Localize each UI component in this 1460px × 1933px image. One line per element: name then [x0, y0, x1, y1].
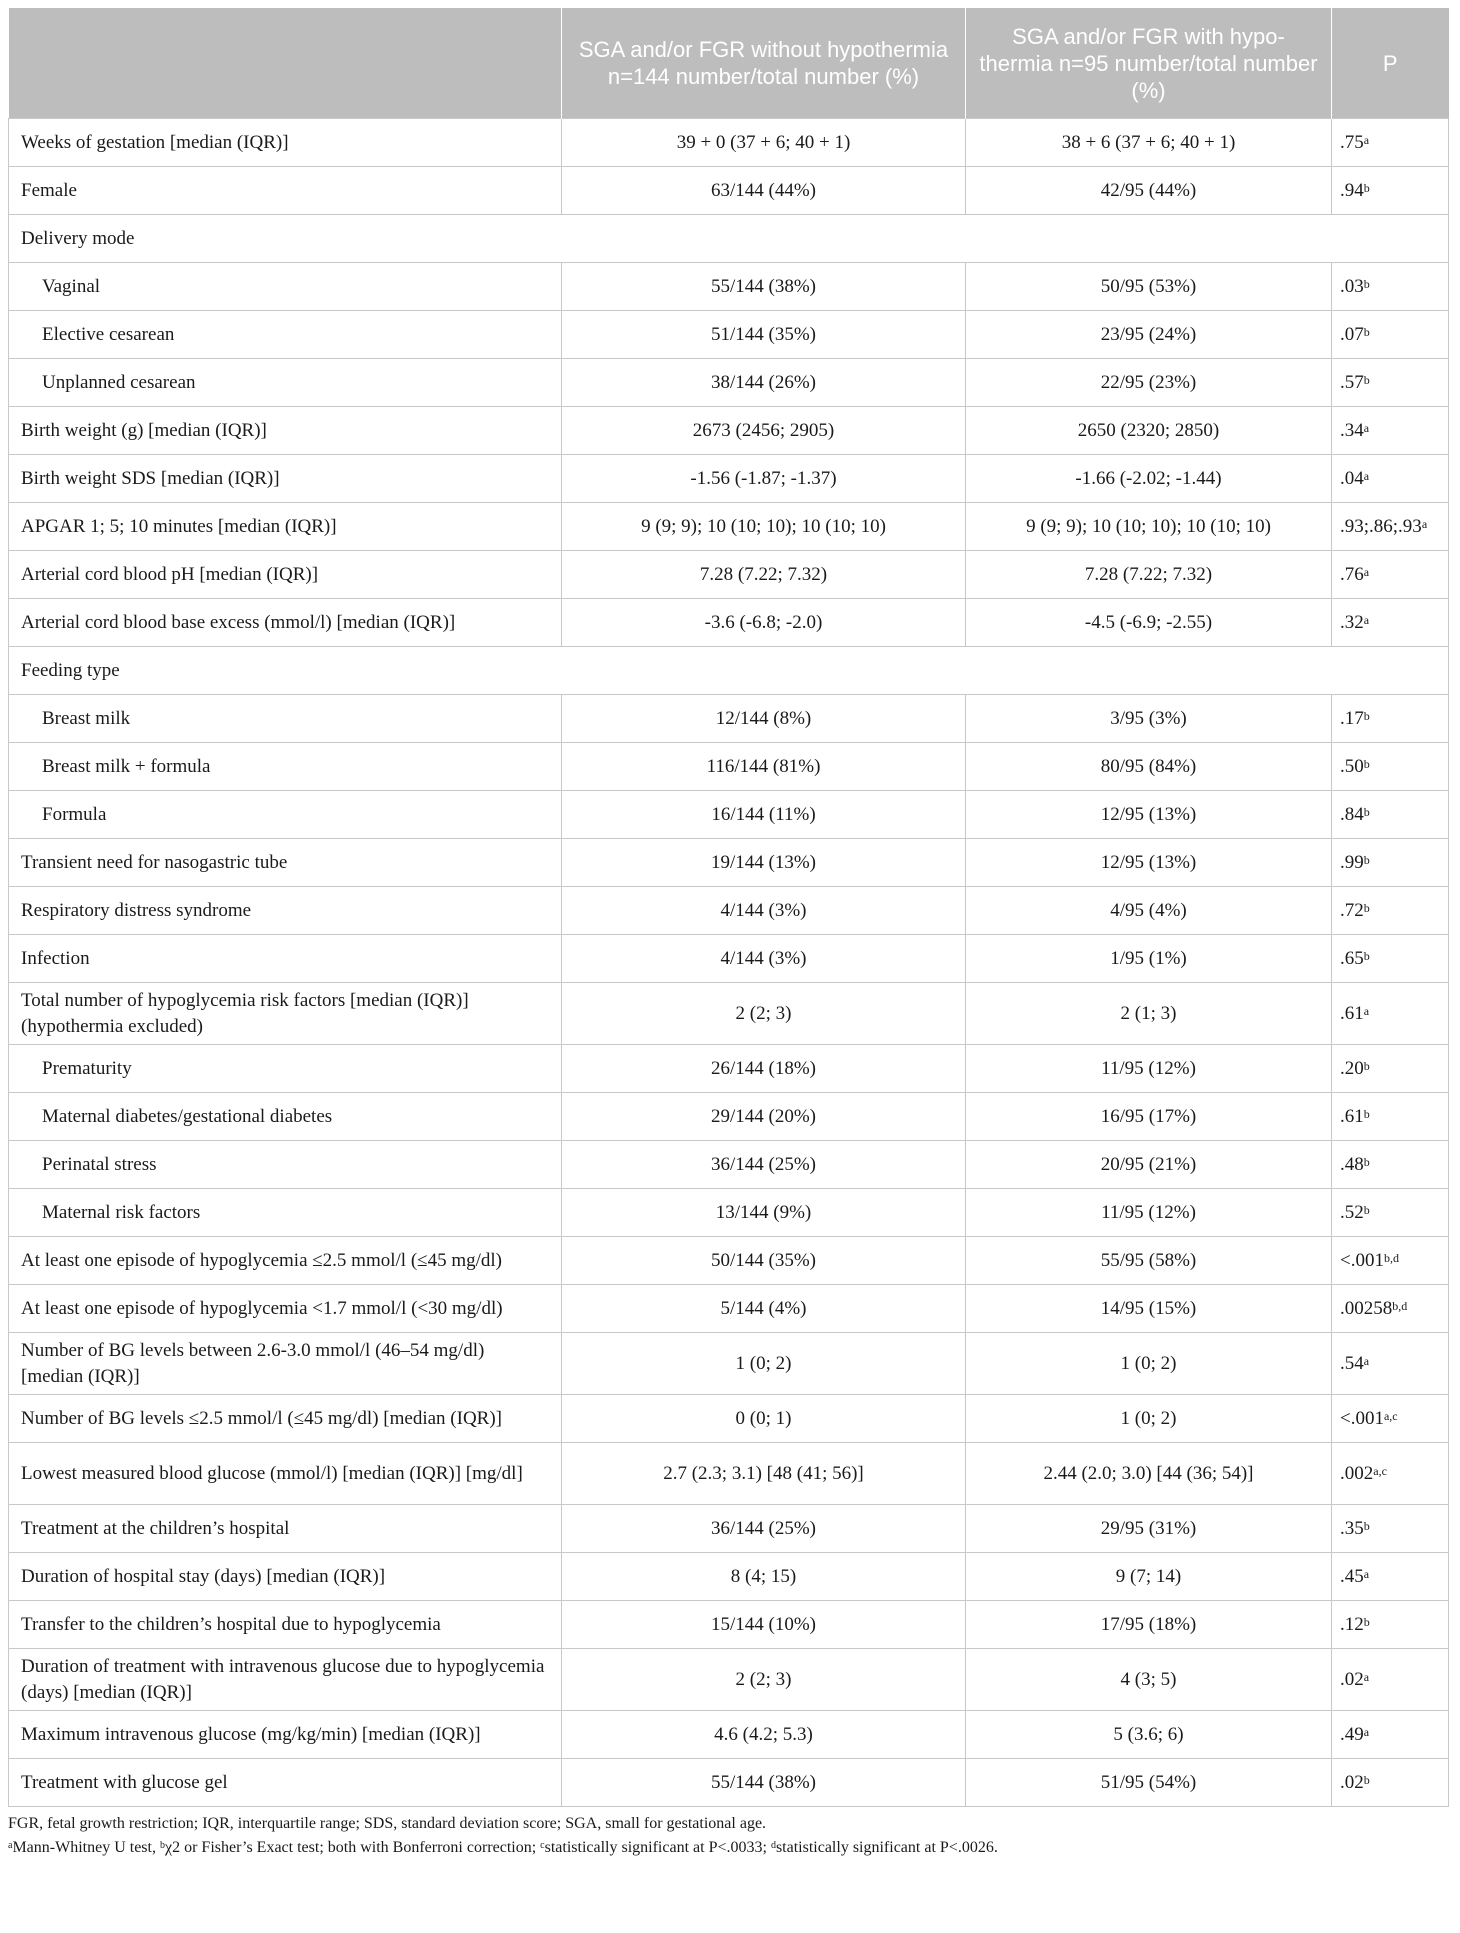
table-row: [9, 1649, 1449, 1711]
table-row: [9, 1285, 1449, 1333]
p-value-footnote-marker: a: [1363, 468, 1370, 483]
table-row: [9, 1443, 1449, 1505]
p-value-footnote-marker: b: [1363, 708, 1370, 723]
cell-with-hypothermia: 4 (3; 5): [966, 1649, 1332, 1711]
table-body: [9, 119, 1449, 1807]
cell-without-hypothermia: 9 (9; 9); 10 (10; 10); 10 (10; 10): [562, 503, 966, 551]
table-row: [9, 1141, 1449, 1189]
cell-without-hypothermia: 39 + 0 (37 + 6; 40 + 1): [562, 119, 966, 167]
p-value-text: .00258: [1340, 1297, 1393, 1319]
footnote-text: statistically significant at P<.0026.: [775, 1839, 998, 1856]
cell-with-hypothermia: 11/95 (12%): [966, 1045, 1332, 1093]
cell-with-hypothermia: 20/95 (21%): [966, 1141, 1332, 1189]
p-value-footnote-marker: a: [1363, 612, 1370, 627]
row-label: Arterial cord blood pH [median (IQR)]: [9, 551, 562, 599]
cell-p-value: [1332, 743, 1449, 791]
p-value-text: .49: [1340, 1723, 1364, 1745]
cell-with-hypothermia: 1 (0; 2): [966, 1395, 1332, 1443]
header-without-hypothermia: SGA and/or FGR without hypothermia n=144 number/total number (%): [562, 8, 966, 119]
p-value-footnote-marker: b,d: [1392, 1298, 1408, 1313]
cell-without-hypothermia: 2 (2; 3): [562, 983, 966, 1045]
cell-without-hypothermia: 12/144 (8%): [562, 695, 966, 743]
table-row: [9, 791, 1449, 839]
section-heading: Delivery mode: [9, 215, 1449, 263]
cell-p-value: [1332, 1553, 1449, 1601]
cell-with-hypothermia: 22/95 (23%): [966, 359, 1332, 407]
row-label: Transfer to the children’s hospital due to hypoglycemia: [9, 1601, 562, 1649]
cell-p-value: [1332, 1443, 1449, 1505]
row-label: Vaginal: [9, 263, 562, 311]
cell-p-value: [1332, 1505, 1449, 1553]
p-value-footnote-marker: b: [1363, 372, 1370, 387]
table-row: [9, 455, 1449, 503]
table-row: [9, 1759, 1449, 1807]
table-row: [9, 743, 1449, 791]
cell-p-value: [1332, 551, 1449, 599]
cell-without-hypothermia: 8 (4; 15): [562, 1553, 966, 1601]
cell-without-hypothermia: 4.6 (4.2; 5.3): [562, 1711, 966, 1759]
p-value-text: .02: [1340, 1668, 1364, 1690]
row-label: At least one episode of hypoglycemia ≤2.5 mmol/l (≤45 mg/dl): [9, 1237, 562, 1285]
cell-without-hypothermia: 116/144 (81%): [562, 743, 966, 791]
cell-without-hypothermia: 36/144 (25%): [562, 1505, 966, 1553]
table-row: [9, 599, 1449, 647]
cell-with-hypothermia: 12/95 (13%): [966, 839, 1332, 887]
results-table-container: [8, 8, 1448, 1860]
row-label: Maternal diabetes/gestational diabetes: [9, 1093, 562, 1141]
cell-with-hypothermia: -4.5 (-6.9; -2.55): [966, 599, 1332, 647]
row-label: Lowest measured blood glucose (mmol/l) [median (IQR)] [mg/dl]: [9, 1443, 562, 1505]
table-row: [9, 215, 1449, 263]
footnote-text: Mann-Whitney U test,: [12, 1839, 160, 1856]
p-value-footnote-marker: b: [1363, 324, 1370, 339]
cell-p-value: [1332, 599, 1449, 647]
cell-with-hypothermia: 38 + 6 (37 + 6; 40 + 1): [966, 119, 1332, 167]
row-label: Duration of treatment with intravenous glucose due to hypoglycemia (days) [median (IQR)]: [9, 1649, 562, 1711]
p-value-text: .45: [1340, 1565, 1364, 1587]
cell-p-value: [1332, 1649, 1449, 1711]
cell-with-hypothermia: 5 (3.6; 6): [966, 1711, 1332, 1759]
p-value-text: .75: [1340, 131, 1364, 153]
p-value-text: .48: [1340, 1153, 1364, 1175]
cell-p-value: [1332, 1333, 1449, 1395]
footnote-marker: c: [540, 1840, 545, 1851]
p-value-footnote-marker: b: [1363, 1202, 1370, 1217]
header-label-col: [9, 8, 562, 119]
row-label: Birth weight (g) [median (IQR)]: [9, 407, 562, 455]
cell-with-hypothermia: 9 (9; 9); 10 (10; 10); 10 (10; 10): [966, 503, 1332, 551]
cell-without-hypothermia: 55/144 (38%): [562, 1759, 966, 1807]
cell-without-hypothermia: 38/144 (26%): [562, 359, 966, 407]
cell-p-value: [1332, 1395, 1449, 1443]
cell-without-hypothermia: -1.56 (-1.87; -1.37): [562, 455, 966, 503]
p-value-text: .35: [1340, 1517, 1364, 1539]
p-value-text: .54: [1340, 1352, 1364, 1374]
cell-without-hypothermia: 5/144 (4%): [562, 1285, 966, 1333]
p-value-footnote-marker: b: [1363, 948, 1370, 963]
p-value-footnote-marker: a: [1363, 564, 1370, 579]
row-label: Maternal risk factors: [9, 1189, 562, 1237]
p-value-footnote-marker: b: [1363, 1154, 1370, 1169]
table-row: [9, 119, 1449, 167]
p-value-text: .57: [1340, 371, 1364, 393]
row-label: Total number of hypoglycemia risk factors [median (IQR)] (hypothermia excluded): [9, 983, 562, 1045]
row-label: Number of BG levels ≤2.5 mmol/l (≤45 mg/dl) [median (IQR)]: [9, 1395, 562, 1443]
p-value-footnote-marker: b: [1363, 1772, 1370, 1787]
p-value-footnote-marker: a: [1363, 1003, 1370, 1018]
p-value-footnote-marker: b: [1363, 276, 1370, 291]
cell-p-value: [1332, 1711, 1449, 1759]
cell-with-hypothermia: 11/95 (12%): [966, 1189, 1332, 1237]
table-row: [9, 359, 1449, 407]
p-value-text: <.001: [1340, 1407, 1384, 1429]
cell-without-hypothermia: 2.7 (2.3; 3.1) [48 (41; 56)]: [562, 1443, 966, 1505]
cell-without-hypothermia: 4/144 (3%): [562, 935, 966, 983]
p-value-text: .32: [1340, 611, 1364, 633]
row-label: Maximum intravenous glucose (mg/kg/min) [median (IQR)]: [9, 1711, 562, 1759]
p-value-footnote-marker: a,c: [1383, 1408, 1398, 1423]
row-label: Formula: [9, 791, 562, 839]
cell-p-value: [1332, 935, 1449, 983]
cell-p-value: [1332, 1601, 1449, 1649]
p-value-footnote-marker: a: [1363, 1724, 1370, 1739]
row-label: Birth weight SDS [median (IQR)]: [9, 455, 562, 503]
table-row: [9, 1189, 1449, 1237]
p-value-footnote-marker: b: [1363, 1106, 1370, 1121]
table-header: [9, 8, 1449, 119]
p-value-text: .04: [1340, 467, 1364, 489]
row-label: APGAR 1; 5; 10 minutes [median (IQR)]: [9, 503, 562, 551]
p-value-text: .20: [1340, 1057, 1364, 1079]
cell-without-hypothermia: 63/144 (44%): [562, 167, 966, 215]
cell-p-value: [1332, 791, 1449, 839]
cell-with-hypothermia: 42/95 (44%): [966, 167, 1332, 215]
cell-p-value: [1332, 1759, 1449, 1807]
p-value-text: .50: [1340, 755, 1364, 777]
p-value-text: .76: [1340, 563, 1364, 585]
cell-with-hypothermia: 17/95 (18%): [966, 1601, 1332, 1649]
cell-without-hypothermia: 16/144 (11%): [562, 791, 966, 839]
p-value-footnote-marker: a: [1363, 1669, 1370, 1684]
table-row: [9, 1093, 1449, 1141]
row-label: Weeks of gestation [median (IQR)]: [9, 119, 562, 167]
cell-with-hypothermia: 80/95 (84%): [966, 743, 1332, 791]
cell-with-hypothermia: 23/95 (24%): [966, 311, 1332, 359]
cell-with-hypothermia: -1.66 (-2.02; -1.44): [966, 455, 1332, 503]
cell-with-hypothermia: 2650 (2320; 2850): [966, 407, 1332, 455]
p-value-footnote-marker: a: [1363, 1566, 1370, 1581]
row-label: Infection: [9, 935, 562, 983]
row-label: Unplanned cesarean: [9, 359, 562, 407]
cell-without-hypothermia: 19/144 (13%): [562, 839, 966, 887]
p-value-text: .94: [1340, 179, 1364, 201]
row-label: Number of BG levels between 2.6-3.0 mmol/l (46–54 mg/dl) [median (IQR)]: [9, 1333, 562, 1395]
p-value-footnote-marker: a: [1363, 420, 1370, 435]
table-row: [9, 1237, 1449, 1285]
row-label: Treatment at the children’s hospital: [9, 1505, 562, 1553]
table-row: [9, 839, 1449, 887]
row-label: Duration of hospital stay (days) [median (IQR)]: [9, 1553, 562, 1601]
cell-without-hypothermia: 55/144 (38%): [562, 263, 966, 311]
cell-p-value: [1332, 1045, 1449, 1093]
header-p-value: P: [1332, 8, 1449, 119]
p-value-footnote-marker: b: [1363, 1614, 1370, 1629]
p-value-footnote-marker: b,d: [1383, 1250, 1399, 1265]
row-label: Breast milk: [9, 695, 562, 743]
p-value-footnote-marker: a: [1421, 516, 1428, 531]
footnote-abbreviations: FGR, fetal growth restriction; IQR, interquartile range; SDS, standard deviation score; SGA, small for gestational age.: [8, 1815, 767, 1832]
row-label: Elective cesarean: [9, 311, 562, 359]
p-value-footnote-marker: b: [1363, 1518, 1370, 1533]
cell-p-value: [1332, 359, 1449, 407]
cell-without-hypothermia: 50/144 (35%): [562, 1237, 966, 1285]
p-value-footnote-marker: b: [1363, 900, 1370, 915]
cell-with-hypothermia: 51/95 (54%): [966, 1759, 1332, 1807]
p-value-text: <.001: [1340, 1249, 1384, 1271]
cell-with-hypothermia: 16/95 (17%): [966, 1093, 1332, 1141]
cell-with-hypothermia: 2.44 (2.0; 3.0) [44 (36; 54)]: [966, 1443, 1332, 1505]
p-value-footnote-marker: b: [1363, 804, 1370, 819]
p-value-text: .72: [1340, 899, 1364, 921]
cell-without-hypothermia: 36/144 (25%): [562, 1141, 966, 1189]
row-label: Arterial cord blood base excess (mmol/l) [median (IQR)]: [9, 599, 562, 647]
footnote-marker: b: [159, 1840, 165, 1851]
table-row: [9, 1601, 1449, 1649]
cell-with-hypothermia: 4/95 (4%): [966, 887, 1332, 935]
p-value-text: .65: [1340, 947, 1364, 969]
cell-p-value: [1332, 503, 1449, 551]
cell-with-hypothermia: 55/95 (58%): [966, 1237, 1332, 1285]
cell-p-value: [1332, 887, 1449, 935]
footnote-text: χ2 or Fisher’s Exact test; both with Bonferroni correction;: [164, 1839, 541, 1856]
cell-with-hypothermia: 14/95 (15%): [966, 1285, 1332, 1333]
cell-with-hypothermia: 7.28 (7.22; 7.32): [966, 551, 1332, 599]
cell-without-hypothermia: 15/144 (10%): [562, 1601, 966, 1649]
table-row: [9, 311, 1449, 359]
p-value-text: .61: [1340, 1105, 1364, 1127]
table-row: [9, 167, 1449, 215]
cell-p-value: [1332, 1237, 1449, 1285]
cell-without-hypothermia: 2 (2; 3): [562, 1649, 966, 1711]
p-value-text: .03: [1340, 275, 1364, 297]
row-label: Female: [9, 167, 562, 215]
cell-p-value: [1332, 983, 1449, 1045]
cell-without-hypothermia: 26/144 (18%): [562, 1045, 966, 1093]
cell-without-hypothermia: 1 (0; 2): [562, 1333, 966, 1395]
cell-without-hypothermia: 13/144 (9%): [562, 1189, 966, 1237]
cell-without-hypothermia: 29/144 (20%): [562, 1093, 966, 1141]
cell-p-value: [1332, 407, 1449, 455]
footnote-marker: d: [770, 1840, 776, 1851]
cell-p-value: [1332, 695, 1449, 743]
row-label: Perinatal stress: [9, 1141, 562, 1189]
table-footnotes: [8, 1812, 1448, 1860]
cell-without-hypothermia: 7.28 (7.22; 7.32): [562, 551, 966, 599]
p-value-text: .12: [1340, 1613, 1364, 1635]
row-label: At least one episode of hypoglycemia <1.7 mmol/l (<30 mg/dl): [9, 1285, 562, 1333]
cell-without-hypothermia: 2673 (2456; 2905): [562, 407, 966, 455]
section-heading: Feeding type: [9, 647, 1449, 695]
p-value-text: .07: [1340, 323, 1364, 345]
table-row: [9, 647, 1449, 695]
table-row: [9, 1395, 1449, 1443]
footnote-text: statistically significant at P<.0033;: [544, 1839, 771, 1856]
cell-p-value: [1332, 263, 1449, 311]
cell-without-hypothermia: 4/144 (3%): [562, 887, 966, 935]
cell-p-value: [1332, 455, 1449, 503]
row-label: Treatment with glucose gel: [9, 1759, 562, 1807]
cell-with-hypothermia: 1/95 (1%): [966, 935, 1332, 983]
cell-p-value: [1332, 311, 1449, 359]
p-value-footnote-marker: b: [1363, 852, 1370, 867]
table-row: [9, 1553, 1449, 1601]
cell-with-hypothermia: 2 (1; 3): [966, 983, 1332, 1045]
table-row: [9, 695, 1449, 743]
cell-p-value: [1332, 167, 1449, 215]
row-label: Prematurity: [9, 1045, 562, 1093]
cell-p-value: [1332, 1285, 1449, 1333]
cell-without-hypothermia: -3.6 (-6.8; -2.0): [562, 599, 966, 647]
footnote-marker: a: [8, 1840, 13, 1851]
row-label: Transient need for nasogastric tube: [9, 839, 562, 887]
cell-p-value: [1332, 839, 1449, 887]
cell-p-value: [1332, 1093, 1449, 1141]
p-value-text: .93;.86;.93: [1340, 515, 1422, 537]
table-row: [9, 551, 1449, 599]
p-value-text: .61: [1340, 1002, 1364, 1024]
table-row: [9, 407, 1449, 455]
header-with-hypothermia: SGA and/or FGR with hypo- thermia n=95 number/total number (%): [966, 8, 1332, 119]
table-row: [9, 1711, 1449, 1759]
p-value-text: .002: [1340, 1462, 1374, 1484]
cell-p-value: [1332, 119, 1449, 167]
p-value-text: .52: [1340, 1201, 1364, 1223]
table-row: [9, 887, 1449, 935]
footnote-tests: [8, 1836, 1448, 1860]
row-label: Breast milk + formula: [9, 743, 562, 791]
results-table: [8, 8, 1449, 1807]
table-row: [9, 263, 1449, 311]
cell-with-hypothermia: 1 (0; 2): [966, 1333, 1332, 1395]
p-value-footnote-marker: a: [1363, 132, 1370, 147]
table-row: [9, 935, 1449, 983]
cell-with-hypothermia: 12/95 (13%): [966, 791, 1332, 839]
p-value-text: .02: [1340, 1771, 1364, 1793]
p-value-footnote-marker: a,c: [1373, 1463, 1387, 1478]
cell-p-value: [1332, 1189, 1449, 1237]
cell-with-hypothermia: 9 (7; 14): [966, 1553, 1332, 1601]
cell-without-hypothermia: 0 (0; 1): [562, 1395, 966, 1443]
table-row: [9, 503, 1449, 551]
p-value-footnote-marker: b: [1363, 1058, 1370, 1073]
table-row: [9, 1333, 1449, 1395]
cell-without-hypothermia: 51/144 (35%): [562, 311, 966, 359]
p-value-text: .17: [1340, 707, 1364, 729]
table-row: [9, 983, 1449, 1045]
p-value-footnote-marker: a: [1363, 1353, 1370, 1368]
row-label: Respiratory distress syndrome: [9, 887, 562, 935]
p-value-footnote-marker: b: [1363, 756, 1370, 771]
table-row: [9, 1505, 1449, 1553]
p-value-text: .84: [1340, 803, 1364, 825]
cell-with-hypothermia: 29/95 (31%): [966, 1505, 1332, 1553]
table-row: [9, 1045, 1449, 1093]
cell-with-hypothermia: 3/95 (3%): [966, 695, 1332, 743]
p-value-text: .99: [1340, 851, 1364, 873]
cell-with-hypothermia: 50/95 (53%): [966, 263, 1332, 311]
p-value-footnote-marker: b: [1363, 180, 1370, 195]
cell-p-value: [1332, 1141, 1449, 1189]
p-value-text: .34: [1340, 419, 1364, 441]
